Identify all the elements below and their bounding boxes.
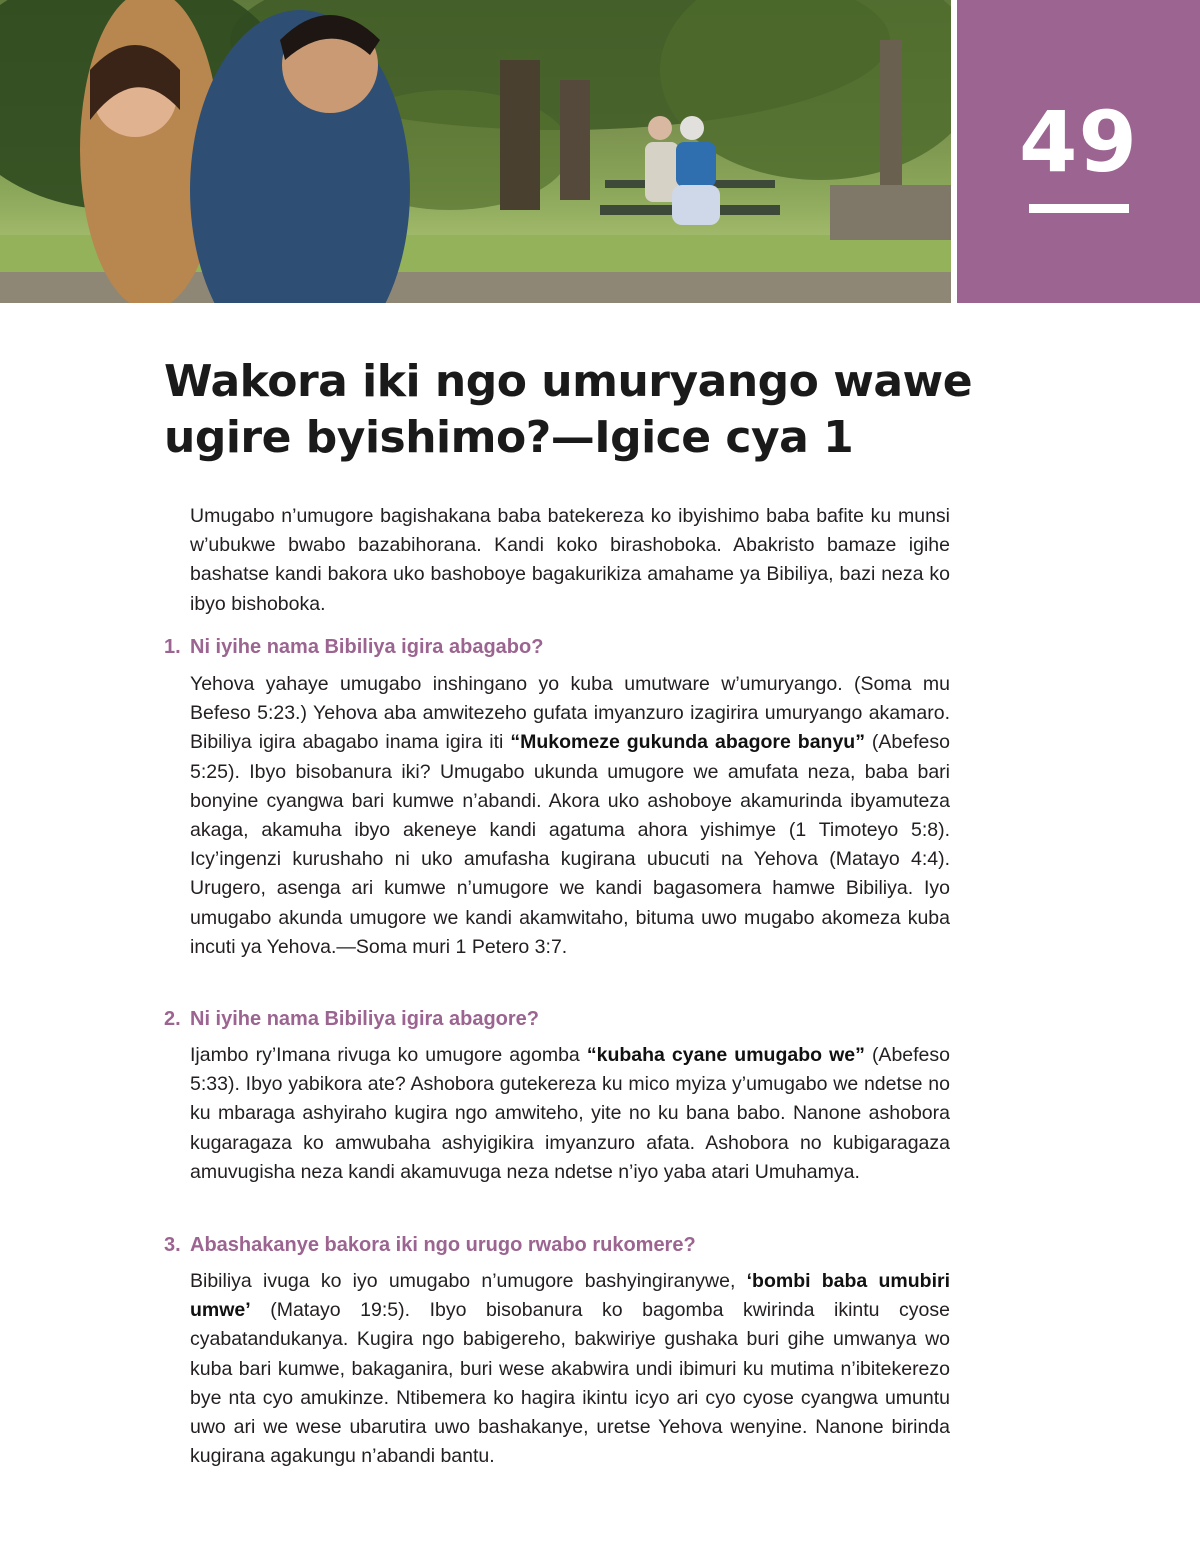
scripture-quote: “kubaha cyane umugabo we” xyxy=(586,1044,865,1066)
answer-text: (Matayo 19:5). Ibyo bisobanura ko bagomba kwirinda ikintu cyose cyabatandukanya. Kugira ngo babigereho, bakwiriye gushaka buri gihe umwanya wo kuba bari kumwe, bakaganira, buri wese akabwira undi ibimuri ku mutima n’ibitekerezo bye nta cyo amukinze. Ntibemera ko hagira ikintu icyo ari cyo cyose cyangwa umuntu uwo ari we wese ubarutira uwo bashakanye, uretse Yehova wenyine. Nanone birinda kugirana agakungu n’abandi bantu. xyxy=(190,1299,950,1468)
title-line-2: ugire byishimo?—Igice cya 1 xyxy=(164,412,854,463)
page-title xyxy=(164,354,1024,466)
park-scene-illustration xyxy=(0,0,951,303)
intro-paragraph: Umugabo n’umugore bagishakana baba batekereza ko ibyishimo baba bafite ku munsi w’ubukwe bwabo bazabihorana. Kandi koko birashoboka. Abakristo bamaze igihe bashatse kandi bakora uko bashoboye bagakurikiza amahame ya Bibiliya, bazi neza ko ibyo bishoboka. xyxy=(190,505,950,615)
header-photo xyxy=(0,0,951,303)
lesson-number-underline xyxy=(1029,204,1129,213)
title-line-1: Wakora iki ngo umuryango wawe xyxy=(164,356,973,407)
scripture-quote: ‘bombi baba umubiri umwe’ xyxy=(190,1270,950,1322)
lesson-number: 49 xyxy=(1019,93,1138,191)
answer-2-paragraph xyxy=(190,1041,950,1187)
answer-text: (Abefeso 5:25). Ibyo bisobanura iki? Umugabo ukunda umugore we amufata neza, baba bari bonyine cyangwa bari kumwe n’abandi. Akora uko ashoboye akamurinda ibyamuteza akaga, akamuha ibyo akeneye kandi agatuma ahora yishimye (1 Timoteyo 5:8). Icy’ingenzi kurushaho ni uko amufasha kugirana ubucuti na Yehova (Matayo 4:4). Urugero, asenga ari kumwe n’umugore we kandi bagasomera hamwe Bibiliya. Iyo umugabo akunda umugore we kandi akamwitaho, bituma uwo mugabo akomeza kuba incuti ya Yehova.—Soma muri 1 Petero 3:7. xyxy=(190,731,950,958)
question-1-heading xyxy=(164,633,964,661)
question-text: Abashakanye bakora iki ngo urugo rwabo rukomere? xyxy=(190,1234,696,1256)
question-number: 3. xyxy=(164,1234,181,1256)
answer-text: (Abefeso 5:33). Ibyo yabikora ate? Ashobora gutekereza ku mico myiza y’umugabo we ndetse no ku mbaraga ashyiraho kugira ngo amwiteho, yite no ku bana babo. Nanone ashobora kugaragaza ko amwubaha ashyigikira imyanzuro afata. Ashobora no kubigaragaza amuvugisha neza kandi akamuvuga neza ndetse n’iyo yaba atari Umuhamya. xyxy=(190,1044,950,1183)
answer-3-paragraph xyxy=(190,1267,950,1471)
answer-text: Ijambo ry’Imana rivuga ko umugore agomba xyxy=(190,1044,587,1066)
answer-text: Bibiliya ivuga ko iyo umugabo n’umugore bashyingiranywe, xyxy=(190,1270,747,1292)
question-2-heading xyxy=(164,1005,964,1033)
question-3-heading xyxy=(164,1231,964,1259)
question-number: 1. xyxy=(164,636,181,658)
question-text: Ni iyihe nama Bibiliya igira abagabo? xyxy=(190,636,544,658)
scripture-quote: “Mukomeze gukunda abagore banyu” xyxy=(510,731,865,754)
question-text: Ni iyihe nama Bibiliya igira abagore? xyxy=(190,1008,539,1030)
question-number: 2. xyxy=(164,1008,181,1030)
answer-text: Yehova yahaye umugabo inshingano yo kuba umutware w’umuryango. (Soma mu Befeso 5:23.) Yehova aba amwitezeho gufata imyanzuro izagirira umuryango akamaro. Bibiliya igira abagabo inama igira iti xyxy=(190,673,950,754)
lesson-number-box xyxy=(957,0,1200,303)
answer-1-paragraph xyxy=(190,670,950,962)
